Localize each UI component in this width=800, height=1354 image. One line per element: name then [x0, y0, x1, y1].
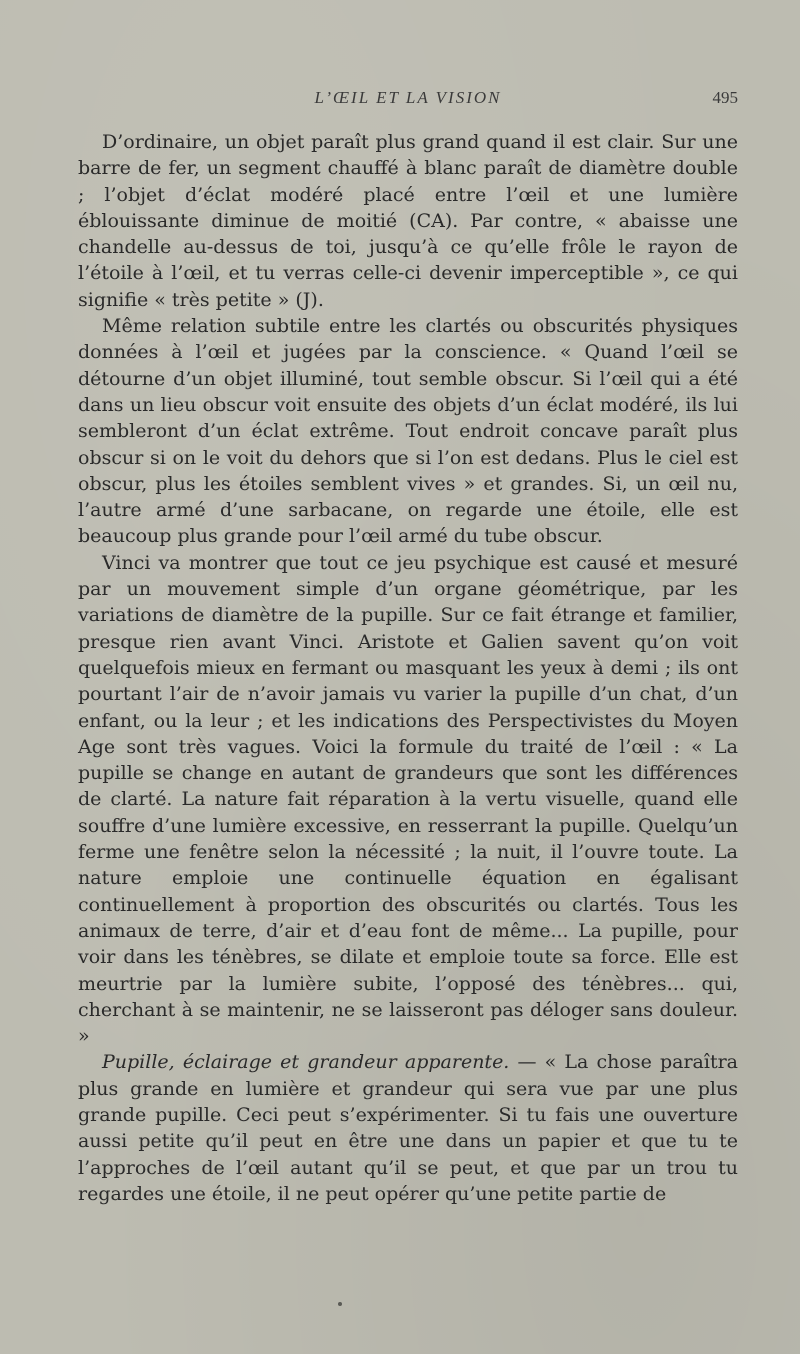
paragraph-4	[78, 1049, 738, 1207]
paragraph-1: D’ordinaire, un objet paraît plus grand quand il est clair. Sur une barre de fer, un segment chauffé à blanc paraît de diamètre double ; l’objet d’éclat modéré placé entre l’œil et une lumière éblouissante diminue de moitié (CA). Par contre, « abaisse une chandelle au-dessus de toi, jusqu’à ce qu’elle frôle le rayon de l’étoile à l’œil, et tu verras celle-ci devenir imperceptible », ce qui signifie « très petite » (J).	[78, 131, 738, 311]
paragraph-4-text: — « La chose paraîtra plus grande en lumière et grandeur qui sera vue par une plus grande pupille. Ceci peut s’expérimenter. Si tu fais une ouverture aussi petite qu’il peut en être une dans un papier et que tu te l’approches de l’œil autant qu’il se peut, et que par un trou tu regardes une étoile, il ne peut opérer qu’une petite partie de	[78, 1051, 738, 1205]
body-text	[78, 129, 738, 1207]
page-number: 495	[712, 88, 738, 107]
paragraph-2: Même relation subtile entre les clartés ou obscurités physiques données à l’œil et jugées par la conscience. « Quand l’œil se détourne d’un objet illuminé, tout semble obscur. Si l’œil qui a été dans un lieu obscur voit ensuite des objets d’un éclat modéré, ils lui sembleront d’un éclat extrême. Tout endroit concave paraît plus obscur si on le voit du dehors que si l’on est dedans. Plus le ciel est obscur, plus les étoiles semblent vives » et grandes. Si, un œil nu, l’autre armé d’une sarbacane, on regarde une étoile, elle est beaucoup plus grande pour l’œil armé du tube obscur.	[78, 315, 738, 548]
running-head	[78, 88, 738, 112]
print-speck	[338, 1302, 342, 1306]
paragraph-3: Vinci va montrer que tout ce jeu psychique est causé et mesuré par un mouvement simple d’un organe géométrique, par les variations de diamètre de la pupille. Sur ce fait étrange et familier, presque rien avant Vinci. Aristote et Galien savent qu’on voit quelquefois mieux en fermant ou masquant les yeux à demi ; ils ont pourtant l’air de n’avoir jamais vu varier la pupille d’un chat, d’un enfant, ou la leur ; et les indications des Perspectivistes du Moyen Age sont très vagues. Voici la formule du traité de l’œil : « La pupille se change en autant de grandeurs que sont les différences de clarté. La nature fait réparation à la vertu visuelle, quand elle souffre d’une lumière excessive, en resserrant la pupille. Quelqu’un ferme une fenêtre selon la nécessité ; la nuit, il l’ouvre toute. La nature emploie une continuelle équation en égalisant continuellement à proportion des obscurités ou clartés. Tous les animaux de terre, d’air et d’eau font de même... La pupille, pour voir dans les ténèbres, se dilate et emploie toute sa force. Elle est meurtrie par la lumière subite, l’opposé des ténèbres... qui, cherchant à se maintenir, ne se laisseront pas déloger sans douleur. »	[78, 551, 738, 1048]
section-rubric: Pupille, éclairage et grandeur apparente.	[102, 1051, 510, 1074]
running-title: L’ŒIL ET LA VISION	[314, 88, 502, 107]
